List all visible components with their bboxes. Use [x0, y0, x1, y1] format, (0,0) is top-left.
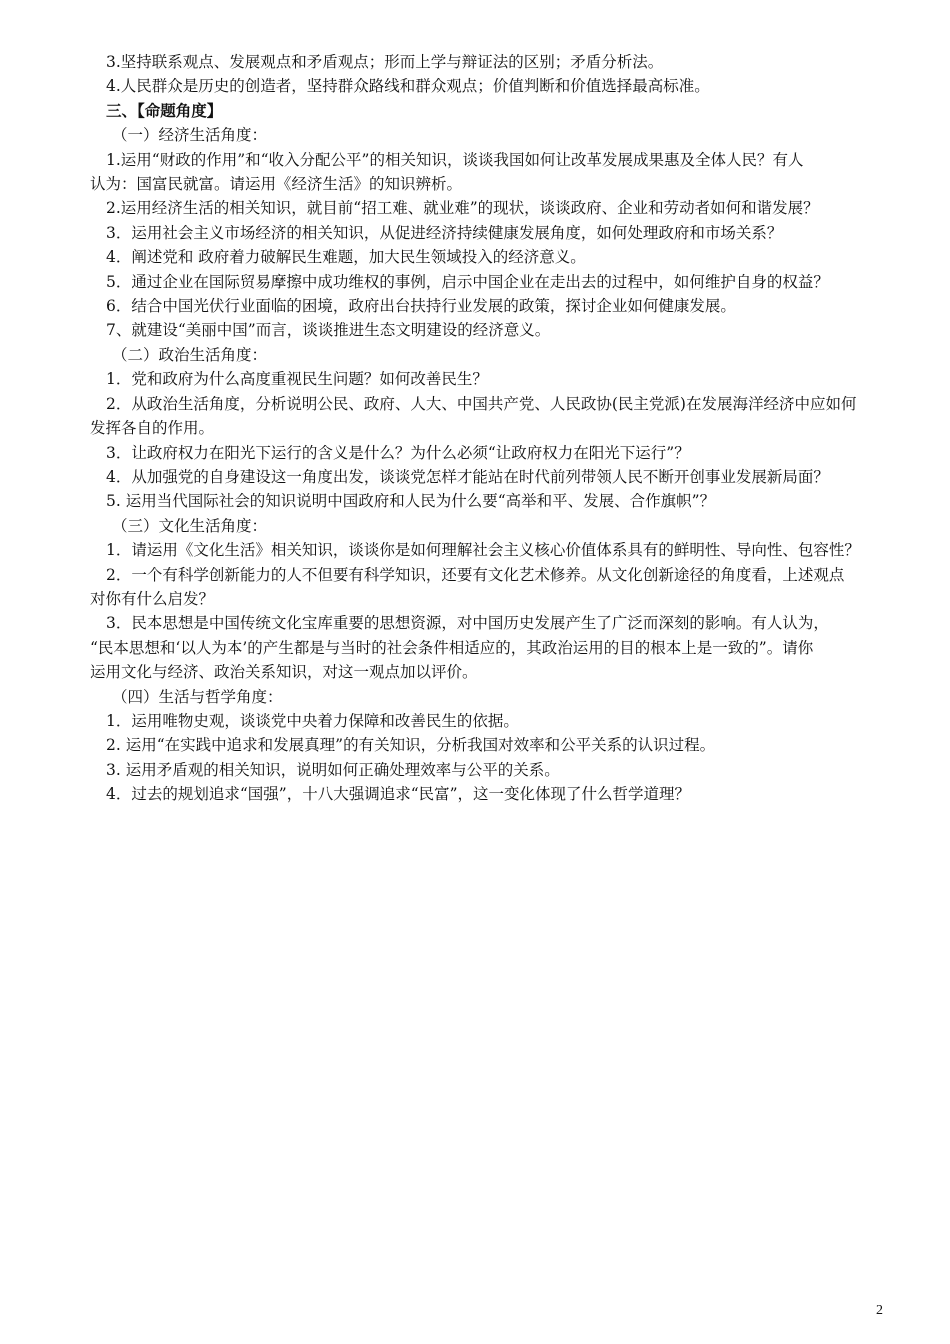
political-q3: 3．让政府权力在阳光下运行的含义是什么？为什么必须“让政府权力在阳光下运行”？	[106, 443, 690, 462]
political-q2-line1: 2．从政治生活角度，分析说明公民、政府、人大、中国共产党、人民政协(民主党派)在发展海洋经济中应如何	[106, 394, 857, 413]
cultural-q3-line3: 运用文化与经济、政治关系知识，对这一观点加以评价。	[90, 663, 478, 682]
economic-q1-line1: 1.运用“财政的作用”和“收入分配公平”的相关知识，谈谈我国如何让改革发展成果惠及全体人民？有人	[106, 150, 804, 169]
philosophy-heading: （四）生活与哲学角度：	[112, 687, 283, 706]
cultural-heading: （三）文化生活角度：	[112, 516, 268, 535]
intro-item-3: 3.坚持联系观点、发展观点和矛盾观点；形而上学与辩证法的区别；矛盾分析法。	[106, 53, 664, 71]
economic-q3: 3．运用社会主义市场经济的相关知识，从促进经济持续健康发展角度，如何处理政府和市场关系？	[106, 223, 783, 242]
political-q1: 1．党和政府为什么高度重视民生问题？如何改善民生？	[106, 370, 488, 389]
page-number: 2	[876, 1303, 883, 1318]
cultural-q2-line2: 对你有什么启发？	[90, 589, 215, 608]
political-q4: 4．从加强党的自身建设这一角度出发，谈谈党怎样才能站在时代前列带领人民不断开创事业发展新局面？	[106, 467, 829, 486]
political-q5: 5. 运用当代国际社会的知识说明中国政府和人民为什么要“高举和平、发展、合作旗帜”？	[106, 492, 716, 511]
political-q2-line2: 发挥各自的作用。	[90, 419, 215, 438]
cultural-q2-line1: 2．一个有科学创新能力的人不但要有科学知识，还要有文化艺术修养。从文化创新途径的角度看，上述观点	[106, 565, 845, 584]
philosophy-q1: 1．运用唯物史观，谈谈党中央着力保障和改善民生的依据。	[106, 711, 519, 730]
intro-item-4: 4.人民群众是历史的创造者，坚持群众路线和群众观点；价值判断和价值选择最高标准。	[106, 77, 710, 96]
cultural-q1: 1．请运用《文化生活》相关知识，谈谈你是如何理解社会主义核心价值体系具有的鲜明性、导向性、包容性？	[106, 541, 860, 560]
economic-q4: 4．阐述党和 政府着力破解民生难题，加大民生领域投入的经济意义。	[106, 248, 586, 267]
philosophy-q3: 3. 运用矛盾观的相关知识，说明如何正确处理效率与公平的关系。	[106, 760, 560, 779]
philosophy-q4: 4．过去的规划追求“国强”，十八大强调追求“民富”，这一变化体现了什么哲学道理？	[106, 785, 691, 804]
economic-q2: 2.运用经济生活的相关知识，就目前“招工难、就业难”的现状，谈谈政府、企业和劳动者如何和谐发展？	[106, 199, 819, 218]
economic-q6: 6．结合中国光伏行业面临的困境，政府出台扶持行业发展的政策，探讨企业如何健康发展。	[106, 297, 736, 316]
document-body	[90, 50, 888, 807]
section-title: 三、【命题角度】	[106, 100, 223, 120]
cultural-q3-line1: 3．民本思想是中国传统文化宝库重要的思想资源，对中国历史发展产生了广泛而深刻的影响。有人认为，	[106, 614, 829, 633]
cultural-q3-line2: “民本思想和‘以人为本’的产生都是与当时的社会条件相适应的，其政治运用的目的根本上是一致的”。请你	[90, 638, 814, 657]
political-heading: （二）政治生活角度：	[112, 345, 268, 364]
economic-heading: （一）经济生活角度：	[112, 126, 268, 145]
economic-q1-line2: 认为：国富民就富。请运用《经济生活》的知识辨析。	[90, 175, 463, 194]
economic-q5: 5．通过企业在国际贸易摩擦中成功维权的事例，启示中国企业在走出去的过程中，如何维护自身的权益？	[106, 272, 829, 291]
philosophy-q2: 2. 运用“在实践中追求和发展真理”的有关知识，分析我国对效率和公平关系的认识过程。	[106, 736, 716, 755]
economic-q7: 7、就建设“美丽中国”而言，谈谈推进生态文明建设的经济意义。	[106, 321, 551, 340]
